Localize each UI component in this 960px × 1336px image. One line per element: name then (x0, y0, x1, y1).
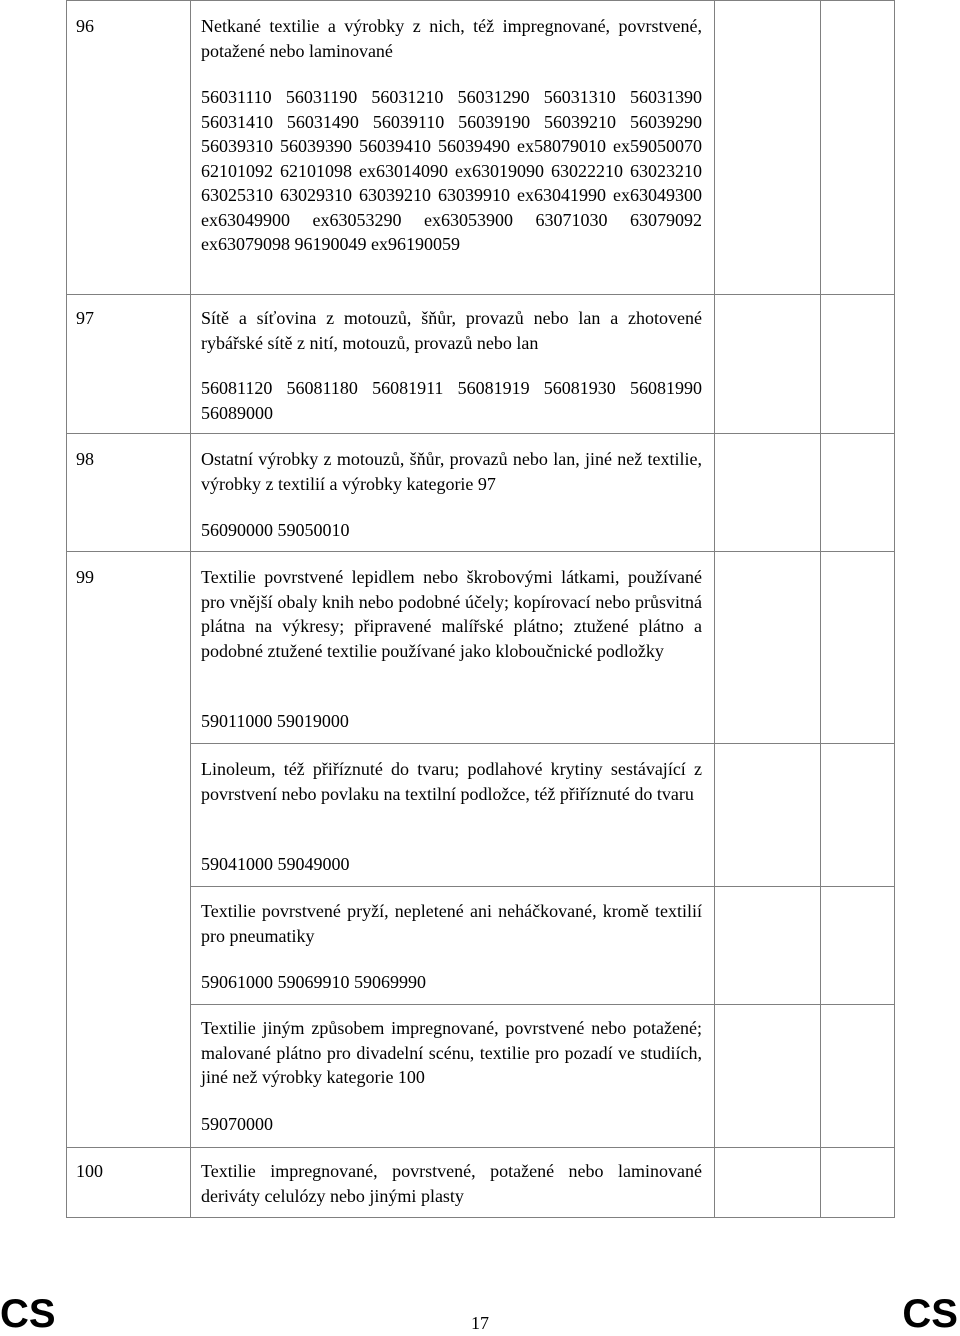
code-list: 56031110 56031190 56031210 56031290 56031310 56031390 56031410 56031490 56039110 56039190 56039210 56039290 56039310 56039390 56039410 56039490 ex58079010 ex59050070 62101092 62101098 ex63014090 ex63019090 63022210 63023210 63025310 63029310 63039210 63039910 ex63041990 ex63049300 ex63049900 ex63053290 ex63053900 63071030 63079092 ex63079098 96190049 ex96190059 (201, 87, 702, 254)
code-list: 59011000 59019000 (201, 711, 349, 731)
page-number: 17 (471, 1313, 489, 1333)
column-divider-description (714, 0, 715, 1218)
category-description: Linoleum, též přiříznuté do tvaru; podlahové krytiny sestávající z povrstvení nebo povlaku na textilní podložce, též přiříznuté do tvaru (201, 759, 702, 804)
language-mark-right: CS (902, 1292, 958, 1336)
category-number: 96 (76, 16, 94, 36)
category-description: Textilie jiným způsobem impregnované, povrstvené nebo potažené; malované plátno pro divadelní scénu, textilie pro pozadí ve studiích, jiné než výrobky kategorie 100 (201, 1018, 702, 1088)
subrow-divider (190, 1004, 895, 1005)
subrow-divider (190, 743, 895, 744)
code-list: 59070000 (201, 1114, 273, 1134)
row-divider (66, 433, 895, 434)
category-description: Textilie povrstvené pryží, nepletené ani neháčkované, kromě textilií pro pneumatiky (201, 901, 702, 946)
category-number: 100 (76, 1161, 103, 1181)
language-mark-left: CS (0, 1292, 56, 1336)
code-list: 59041000 59049000 (201, 854, 350, 874)
code-list: 56090000 59050010 (201, 520, 350, 540)
subrow-divider (190, 886, 895, 887)
category-description: Netkané textilie a výrobky z nich, též impregnované, povrstvené, potažené nebo laminované (201, 16, 702, 61)
table-border-left (66, 0, 67, 1218)
category-number: 99 (76, 567, 94, 587)
category-number: 97 (76, 308, 94, 328)
code-list: 59061000 59069910 59069990 (201, 972, 426, 992)
row-divider (66, 1147, 895, 1148)
table-border-right (894, 0, 895, 1218)
column-divider-number (190, 0, 191, 1218)
table-border-top (66, 0, 895, 1)
category-description: Textilie impregnované, povrstvené, potažené nebo laminované deriváty celulózy nebo jinými plasty (201, 1161, 702, 1206)
category-description: Textilie povrstvené lepidlem nebo škrobovými látkami, používané pro vnější obaly knih nebo podobné účely; kopírovací nebo průsvitná plátna na výkresy; připravené malířské plátno; ztužené plátno a podobné ztužené textilie používané jako kloboučnické podložky (201, 567, 702, 662)
code-list: 56081120 56081180 56081911 56081919 56081930 56081990 56089000 (201, 378, 702, 423)
category-description: Sítě a síťovina z motouzů, šňůr, provazů nebo lan a zhotovené rybářské sítě z nití, motouzů, provazů nebo lan (201, 308, 702, 353)
category-description: Ostatní výrobky z motouzů, šňůr, provazů nebo lan, jiné než textilie, výrobky z textilií a výrobky kategorie 97 (201, 449, 702, 494)
row-divider (66, 551, 895, 552)
column-divider-extra-1 (820, 0, 821, 1218)
row-divider (66, 294, 895, 295)
category-number: 98 (76, 449, 94, 469)
table-border-bottom (66, 1217, 895, 1218)
